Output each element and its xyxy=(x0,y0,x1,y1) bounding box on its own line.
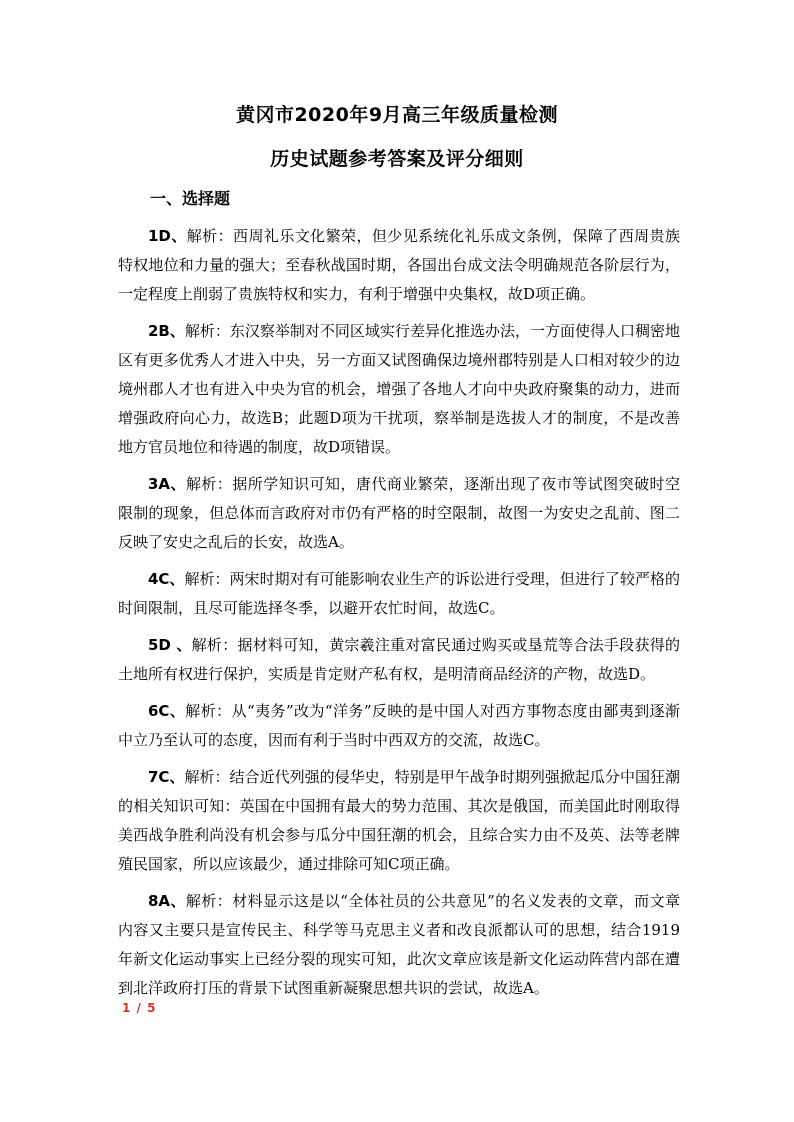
answer-key: 7C、 xyxy=(148,768,185,786)
answer-key: 2B、 xyxy=(148,322,185,340)
answer-key: 8A、 xyxy=(148,892,186,910)
answer-key: 1D、 xyxy=(148,227,187,245)
answer-item-1 xyxy=(118,222,680,309)
answer-item-6 xyxy=(118,697,680,755)
document-subtitle: 历史试题参考答案及评分细则 xyxy=(270,148,524,170)
answer-item-4 xyxy=(118,565,680,623)
answer-item-3 xyxy=(118,470,680,557)
answer-explanation: 解析：结合近代列强的侵华史，特别是甲午战争时期列强掀起瓜分中国狂潮的相关知识可知：英国在中国拥有最大的势力范围、其次是俄国，而美国此时刚取得美西战争胜利尚没有机会参与瓜分中国狂潮的机会，且综合实力由不及英、法等老牌殖民国家，所以应该最少，通过排除可知C项正确。 xyxy=(118,768,680,873)
answer-explanation: 解析：东汉察举制对不同区域实行差异化推选办法，一方面使得人口稠密地区有更多优秀人才进入中央，另一方面又试图确保边境州郡特别是人口相对较少的边境州郡人才也有进入中央为官的机会，增强了各地人才向中央政府聚集的动力，进而增强政府向心力，故选B；此题D项为干扰项，察举制是选拔人才的制度，不是改善地方官员地位和待遇的制度，故D项错误。 xyxy=(118,322,680,456)
page-number: 1 / 5 xyxy=(122,1001,157,1015)
answer-key: 3A、 xyxy=(148,475,186,493)
answer-key: 4C、 xyxy=(148,570,185,588)
answer-item-7 xyxy=(118,763,680,879)
answer-item-2 xyxy=(118,317,680,462)
document-title: 黄冈市2020年9月高三年级质量检测 xyxy=(235,104,559,126)
answer-explanation: 解析：据所学知识可知，唐代商业繁荣，逐渐出现了夜市等试图突破时空限制的现象，但总体而言政府对市仍有严格的时空限制，故图一为安史之乱前、图二反映了安史之乱后的长安，故选A。 xyxy=(118,475,680,551)
answer-key: 6C、 xyxy=(148,702,186,720)
answer-explanation: 解析：两宋时期对有可能影响农业生产的诉讼进行受理，但进行了较严格的时间限制，且尽可能选择冬季，以避开农忙时间，故选C。 xyxy=(118,570,680,617)
section-heading: 一、选择题 xyxy=(150,189,231,208)
answer-list xyxy=(118,222,680,1011)
answer-explanation: 解析：西周礼乐文化繁荣，但少见系统化礼乐成文条例，保障了西周贵族特权地位和力量的强大；至春秋战国时期，各国出台成文法令明确规范各阶层行为，一定程度上削弱了贵族特权和实力，有利于增强中央集权，故D项正确。 xyxy=(118,227,680,303)
answer-explanation: 解析：材料显示这是以“全体社员的公共意见”的名义发表的文章，而文章内容又主要只是宣传民主、科学等马克思主义者和改良派都认可的思想，结合1919年新文化运动事实上已经分裂的现实可知，此次文章应该是新文化运动阵营内部在遭到北洋政府打压的背景下试图重新凝聚思想共识的尝试，故选A。 xyxy=(118,892,680,997)
answer-key: 5D 、 xyxy=(148,636,192,654)
answer-item-8 xyxy=(118,887,680,1003)
answer-explanation: 解析：据材料可知，黄宗羲注重对富民通过购买或垦荒等合法手段获得的土地所有权进行保护，实质是肯定财产私有权，是明清商品经济的产物，故选D。 xyxy=(118,636,680,683)
answer-item-5 xyxy=(118,631,680,689)
answer-explanation: 解析：从“夷务”改为“洋务”反映的是中国人对西方事物态度由鄙夷到逐渐中立乃至认可的态度，因而有利于当时中西双方的交流，故选C。 xyxy=(118,702,680,749)
